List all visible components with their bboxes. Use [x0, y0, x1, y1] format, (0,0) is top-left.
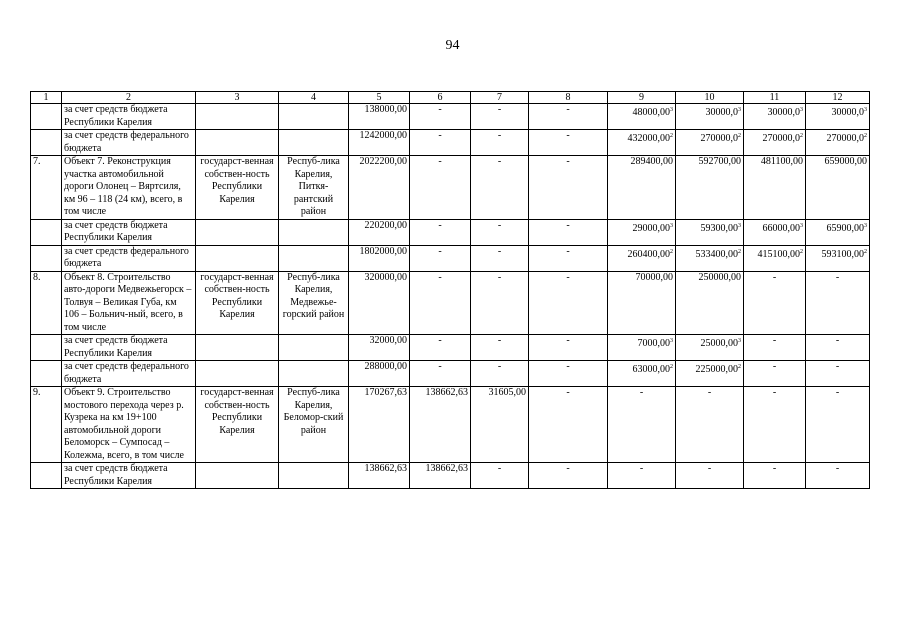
amount-value: - [772, 463, 777, 474]
column-number: 6 [410, 92, 471, 104]
value-cell-c5: 138000,00 [349, 104, 410, 130]
value-cell-c11 [744, 130, 806, 156]
table-row [31, 156, 870, 220]
value-cell-c7: - [471, 104, 529, 130]
amount-value: 25000,00 [700, 338, 738, 349]
object-name-cell: за счет средств бюджета Республики Карелия [62, 219, 196, 245]
column-number-row [31, 92, 870, 104]
row-number-cell [31, 104, 62, 130]
location-cell [279, 245, 349, 271]
object-name-cell: за счет средств бюджета Республики Карелия [62, 463, 196, 489]
amount-value: - [835, 463, 840, 474]
location-cell [279, 104, 349, 130]
column-number: 11 [744, 92, 806, 104]
value-cell-c11 [744, 245, 806, 271]
value-cell-c12 [806, 463, 870, 489]
ownership-cell: государст-венная собствен-ность Республики Карелия [196, 271, 279, 335]
footnote-marker: 2 [738, 133, 741, 139]
value-cell-c8: - [529, 361, 608, 387]
object-name-cell: за счет средств федерального бюджета [62, 361, 196, 387]
amount-value: 260400,00 [627, 248, 670, 260]
amount-value: 63000,00 [632, 364, 670, 375]
value-cell-c6: 138662,63 [410, 387, 471, 463]
amount-value: - [639, 463, 644, 474]
ownership-cell [196, 219, 279, 245]
value-cell-c5: 220200,00 [349, 219, 410, 245]
value-cell-c11 [744, 361, 806, 387]
table-row [31, 463, 870, 489]
footnote-marker: 3 [670, 222, 673, 229]
value-cell-c6: - [410, 156, 471, 220]
ownership-cell [196, 463, 279, 489]
footnote-marker: 2 [670, 133, 673, 139]
location-cell: Респуб-лика Карелия, Беломор-ский район [279, 387, 349, 463]
footnote-marker: 3 [864, 222, 867, 229]
value-cell-c12 [806, 387, 870, 463]
amount-value: 65900,00 [826, 222, 864, 234]
value-cell-c9 [608, 245, 676, 271]
value-cell-c8: - [529, 130, 608, 156]
amount-value: 225000,00 [695, 364, 738, 375]
object-name-cell: Объект 7. Реконструкция участка автомобильной дороги Олонец – Вяртсиля, км 96 – 118 (24 км), всего, в том числе [62, 156, 196, 220]
value-cell-c8: - [529, 104, 608, 130]
amount-value: 270000,0 [762, 133, 800, 144]
object-name-cell: Объект 9. Строительство мостового перехода через р. Кузрека на км 19+100 автомобильной дороги Беломорск – Сумпосад – Колежма, всего, в том числе [62, 387, 196, 463]
row-number-cell [31, 361, 62, 387]
footnote-marker: 3 [670, 107, 673, 113]
value-cell-c6: - [410, 335, 471, 361]
footnote-marker: 3 [800, 107, 803, 113]
amount-value: 481100,00 [760, 156, 803, 167]
amount-value: - [772, 335, 777, 346]
location-cell [279, 463, 349, 489]
column-number: 9 [608, 92, 676, 104]
value-cell-c6: 138662,63 [410, 463, 471, 489]
value-cell-c7: - [471, 361, 529, 387]
column-number: 8 [529, 92, 608, 104]
value-cell-c9 [608, 463, 676, 489]
value-cell-c7: - [471, 335, 529, 361]
footnote-marker: 3 [670, 338, 673, 344]
object-name-cell: за счет средств федерального бюджета [62, 245, 196, 271]
amount-value: 30000,0 [705, 107, 738, 118]
footnote-marker: 2 [800, 133, 803, 139]
footnote-marker: 3 [738, 222, 741, 229]
value-cell-c7: - [471, 463, 529, 489]
value-cell-c11 [744, 463, 806, 489]
value-cell-c7: - [471, 245, 529, 271]
object-name-cell: за счет средств федерального бюджета [62, 130, 196, 156]
page-number: 94 [445, 38, 460, 53]
value-cell-c11 [744, 387, 806, 463]
value-cell-c10 [676, 104, 744, 130]
row-number-cell [31, 130, 62, 156]
table-row [31, 335, 870, 361]
table-row [31, 245, 870, 271]
value-cell-c12 [806, 245, 870, 271]
value-cell-c12 [806, 361, 870, 387]
budget-table [30, 91, 870, 489]
row-number-cell [31, 245, 62, 271]
amount-value: 59300,00 [700, 222, 738, 234]
amount-value: - [835, 361, 840, 372]
value-cell-c10 [676, 156, 744, 220]
value-cell-c10 [676, 130, 744, 156]
table-body [31, 92, 870, 489]
value-cell-c5: 170267,63 [349, 387, 410, 463]
ownership-cell [196, 335, 279, 361]
value-cell-c8: - [529, 245, 608, 271]
amount-value: - [835, 271, 840, 283]
amount-value: 415100,00 [757, 248, 800, 260]
value-cell-c7: - [471, 130, 529, 156]
amount-value: 592700,00 [698, 156, 741, 167]
footnote-marker: 2 [670, 364, 673, 370]
value-cell-c10 [676, 387, 744, 463]
location-cell [279, 361, 349, 387]
ownership-cell: государст-венная собствен-ность Республики Карелия [196, 387, 279, 463]
value-cell-c6: - [410, 271, 471, 335]
value-cell-c12 [806, 335, 870, 361]
value-cell-c9 [608, 335, 676, 361]
value-cell-c9 [608, 130, 676, 156]
column-number: 2 [62, 92, 196, 104]
amount-value: - [707, 463, 712, 474]
value-cell-c5: 32000,00 [349, 335, 410, 361]
value-cell-c6: - [410, 130, 471, 156]
column-number: 3 [196, 92, 279, 104]
value-cell-c10 [676, 245, 744, 271]
value-cell-c9 [608, 156, 676, 220]
ownership-cell [196, 245, 279, 271]
object-name-cell: Объект 8. Строительство авто-дороги Медвежьегорск – Толвуя – Великая Губа, км 106 – Больнич-ный, всего, в том числе [62, 271, 196, 335]
value-cell-c11 [744, 335, 806, 361]
amount-value: - [835, 335, 840, 346]
value-cell-c10 [676, 463, 744, 489]
value-cell-c9 [608, 271, 676, 335]
table-row [31, 387, 870, 463]
value-cell-c10 [676, 271, 744, 335]
ownership-cell: государст-венная собствен-ность Республики Карелия [196, 156, 279, 220]
footnote-marker: 2 [738, 248, 741, 255]
value-cell-c5: 1802000,00 [349, 245, 410, 271]
column-number: 7 [471, 92, 529, 104]
ownership-cell [196, 361, 279, 387]
column-number: 4 [279, 92, 349, 104]
column-number: 5 [349, 92, 410, 104]
amount-value: 432000,00 [627, 133, 670, 144]
footnote-marker: 3 [864, 107, 867, 113]
table-row [31, 219, 870, 245]
value-cell-c5: 1242000,00 [349, 130, 410, 156]
amount-value: - [639, 387, 644, 398]
value-cell-c12 [806, 130, 870, 156]
row-number-cell: 9. [31, 387, 62, 463]
amount-value: - [772, 387, 777, 398]
row-number-cell [31, 463, 62, 489]
value-cell-c5: 138662,63 [349, 463, 410, 489]
value-cell-c6: - [410, 245, 471, 271]
location-cell [279, 335, 349, 361]
value-cell-c12 [806, 156, 870, 220]
location-cell: Респуб-лика Карелия, Питкя-рантский район [279, 156, 349, 220]
value-cell-c8: - [529, 463, 608, 489]
amount-value: 533400,00 [695, 248, 738, 260]
row-number-cell: 7. [31, 156, 62, 220]
footnote-marker: 2 [738, 364, 741, 370]
footnote-marker: 2 [800, 248, 803, 255]
value-cell-c9 [608, 387, 676, 463]
value-cell-c10 [676, 361, 744, 387]
value-cell-c5: 288000,00 [349, 361, 410, 387]
value-cell-c9 [608, 219, 676, 245]
amount-value: 7000,00 [637, 338, 670, 349]
footnote-marker: 2 [670, 248, 673, 255]
value-cell-c7: 31605,00 [471, 387, 529, 463]
row-number-cell [31, 335, 62, 361]
row-number-cell [31, 219, 62, 245]
value-cell-c10 [676, 335, 744, 361]
column-number: 1 [31, 92, 62, 104]
value-cell-c7: - [471, 271, 529, 335]
table-row [31, 361, 870, 387]
amount-value: 29000,00 [632, 222, 670, 234]
value-cell-c11 [744, 271, 806, 335]
value-cell-c9 [608, 104, 676, 130]
value-cell-c8: - [529, 387, 608, 463]
location-cell [279, 219, 349, 245]
ownership-cell [196, 130, 279, 156]
value-cell-c6: - [410, 361, 471, 387]
value-cell-c6: - [410, 104, 471, 130]
ownership-cell [196, 104, 279, 130]
amount-value: 593100,00 [821, 248, 864, 260]
table-row [31, 271, 870, 335]
value-cell-c9 [608, 361, 676, 387]
value-cell-c12 [806, 271, 870, 335]
amount-value: - [772, 361, 777, 372]
amount-value: 48000,00 [632, 107, 670, 118]
value-cell-c8: - [529, 271, 608, 335]
value-cell-c12 [806, 104, 870, 130]
amount-value: - [835, 387, 840, 398]
amount-value: 270000,0 [826, 133, 864, 144]
column-number: 12 [806, 92, 870, 104]
footnote-marker: 2 [864, 133, 867, 139]
value-cell-c5: 2022200,00 [349, 156, 410, 220]
value-cell-c7: - [471, 156, 529, 220]
location-cell: Респуб-лика Карелия, Медвежье-горский район [279, 271, 349, 335]
value-cell-c6: - [410, 219, 471, 245]
amount-value: 250000,00 [698, 271, 741, 283]
value-cell-c11 [744, 219, 806, 245]
column-number: 10 [676, 92, 744, 104]
amount-value: - [772, 271, 777, 283]
value-cell-c11 [744, 156, 806, 220]
value-cell-c10 [676, 219, 744, 245]
amount-value: 270000,0 [700, 133, 738, 144]
amount-value: 659000,00 [824, 156, 867, 167]
amount-value: 30000,0 [831, 107, 864, 118]
row-number-cell: 8. [31, 271, 62, 335]
value-cell-c8: - [529, 219, 608, 245]
amount-value: 30000,0 [767, 107, 800, 118]
value-cell-c8: - [529, 156, 608, 220]
object-name-cell: за счет средств бюджета Республики Карелия [62, 335, 196, 361]
amount-value: 289400,00 [630, 156, 673, 167]
amount-value: - [707, 387, 712, 398]
footnote-marker: 3 [738, 107, 741, 113]
amount-value: 66000,00 [762, 222, 800, 234]
footnote-marker: 3 [738, 338, 741, 344]
footnote-marker: 3 [800, 222, 803, 229]
footnote-marker: 2 [864, 248, 867, 255]
value-cell-c11 [744, 104, 806, 130]
table-row [31, 130, 870, 156]
value-cell-c5: 320000,00 [349, 271, 410, 335]
location-cell [279, 130, 349, 156]
amount-value: 70000,00 [635, 271, 673, 283]
object-name-cell: за счет средств бюджета Республики Карелия [62, 104, 196, 130]
table-row [31, 104, 870, 130]
value-cell-c8: - [529, 335, 608, 361]
value-cell-c12 [806, 219, 870, 245]
value-cell-c7: - [471, 219, 529, 245]
